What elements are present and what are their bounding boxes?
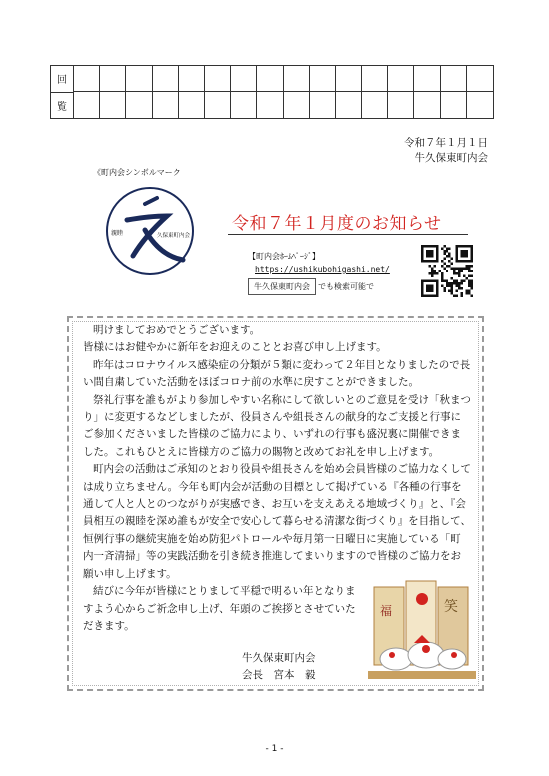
association-logo	[105, 186, 195, 276]
ornament-char-fuku: 福	[380, 604, 393, 618]
paragraph-activities: 町内会の活動はご承知のとおり役員や組長さんを始め会員皆様のご協力なくしては成り立ちません。今年も町内会が活動の目標として掲げている『各種の行事を通して人と人とのつながりが実感でき、お互いを支えあえる地域づくり』と、『会員相互の親睦を深め誰もが安全で安心して暮らせる清潔な街づくり』を目指して、恒例行事の継続実施を始め防犯パトロールや毎月第一日曜日に実施している「町内一斉清掃」等の実践活動を引き続き推進してまいりますので皆様のご協力をお願い申し上げます。	[83, 463, 471, 580]
circulation-cell	[126, 66, 152, 92]
page-number: - 1 -	[265, 744, 284, 754]
search-note: でも検索可能で	[318, 282, 374, 291]
circulation-cell	[179, 92, 205, 118]
circulation-cell	[126, 92, 152, 118]
circulation-cell	[74, 92, 100, 118]
issue-header	[404, 136, 488, 166]
circulation-cell	[205, 92, 231, 118]
circulation-cell	[231, 92, 257, 118]
circulation-cell	[310, 66, 336, 92]
issuer-org: 牛久保東町内会	[414, 152, 488, 164]
search-name-box: 牛久保東町内会	[248, 278, 316, 295]
title-underline	[228, 234, 468, 235]
circulation-cell	[414, 66, 440, 92]
paragraph-closing: 結びに今年が皆様にとりまして平穏で明るい年となりますよう心からご祈念申し上げ、年頭のご挨拶とさせていただきます。	[83, 585, 356, 632]
page-title: 令和７年１月度のお知らせ	[232, 214, 442, 234]
signature-org: 牛久保東町内会	[242, 652, 316, 664]
homepage-label: 【町内会ﾎｰﾑﾍﾟｰｼﾞ】	[248, 252, 320, 261]
ornament-char-warau: 笑	[444, 599, 458, 615]
circulation-cell	[467, 66, 493, 92]
circulation-label-bottom: 覧	[57, 101, 67, 113]
paragraph-covid: 昨年はコロナウイルス感染症の分類が５類に変わって２年目となりましたので長い間自粛していた活動をほぼコロナ前の水準に戻すことができました。	[83, 358, 471, 389]
circulation-cell	[284, 92, 310, 118]
paragraph-wishes: 皆様にはお健やかに新年をお迎えのこととお喜び申し上げます。	[83, 341, 387, 354]
symbol-caption: 《町内会シンボルマーク	[93, 168, 181, 177]
qr-code[interactable]	[421, 245, 473, 297]
signature-name: 会長 宮本 毅	[242, 669, 316, 681]
circulation-table	[50, 65, 494, 119]
circulation-cell	[257, 92, 283, 118]
logo-left-text: 親睦	[111, 230, 124, 237]
logo-right-text: 久保東町内会	[157, 233, 191, 239]
circulation-cell	[362, 92, 388, 118]
circulation-cell	[74, 66, 100, 92]
paragraph-festival: 祭礼行事を誰もがより参加しやすい名称にして欲しいとのご意見を受け「秋まつり」に変更するなどしましたが、役員さんや組長さんの献身的なご支援と行事にご参加くださいました皆様のご協力により、いずれの行事も盛況裏に開催できました。これもひとえに皆様方のご協力の賜物と改めてお礼を申し上げます。	[83, 393, 471, 458]
circulation-label	[51, 66, 74, 118]
new-year-ornament-image	[366, 577, 478, 681]
circulation-cell	[441, 92, 467, 118]
circulation-cell	[414, 92, 440, 118]
circulation-cell	[257, 66, 283, 92]
circulation-cell	[441, 66, 467, 92]
circulation-cell	[362, 66, 388, 92]
circulation-cells	[74, 66, 493, 118]
circulation-cell	[100, 92, 126, 118]
circulation-cell	[388, 66, 414, 92]
circulation-cell	[179, 66, 205, 92]
circulation-cell	[231, 66, 257, 92]
homepage-link[interactable]: https://ushikubohigashi.net/	[255, 265, 390, 274]
signature	[242, 650, 316, 684]
circulation-cell	[153, 92, 179, 118]
circulation-cell	[205, 66, 231, 92]
circulation-cell	[388, 92, 414, 118]
issue-date: 令和７年１月１日	[404, 137, 488, 149]
circulation-cell	[336, 66, 362, 92]
circulation-cell	[336, 92, 362, 118]
paragraph-opening: 明けましておめでとうございます。	[93, 324, 261, 336]
circulation-cell	[284, 66, 310, 92]
circulation-cell	[100, 66, 126, 92]
circulation-cell	[153, 66, 179, 92]
circulation-cell	[310, 92, 336, 118]
circulation-label-top: 回	[51, 66, 73, 93]
circulation-cell	[467, 92, 493, 118]
